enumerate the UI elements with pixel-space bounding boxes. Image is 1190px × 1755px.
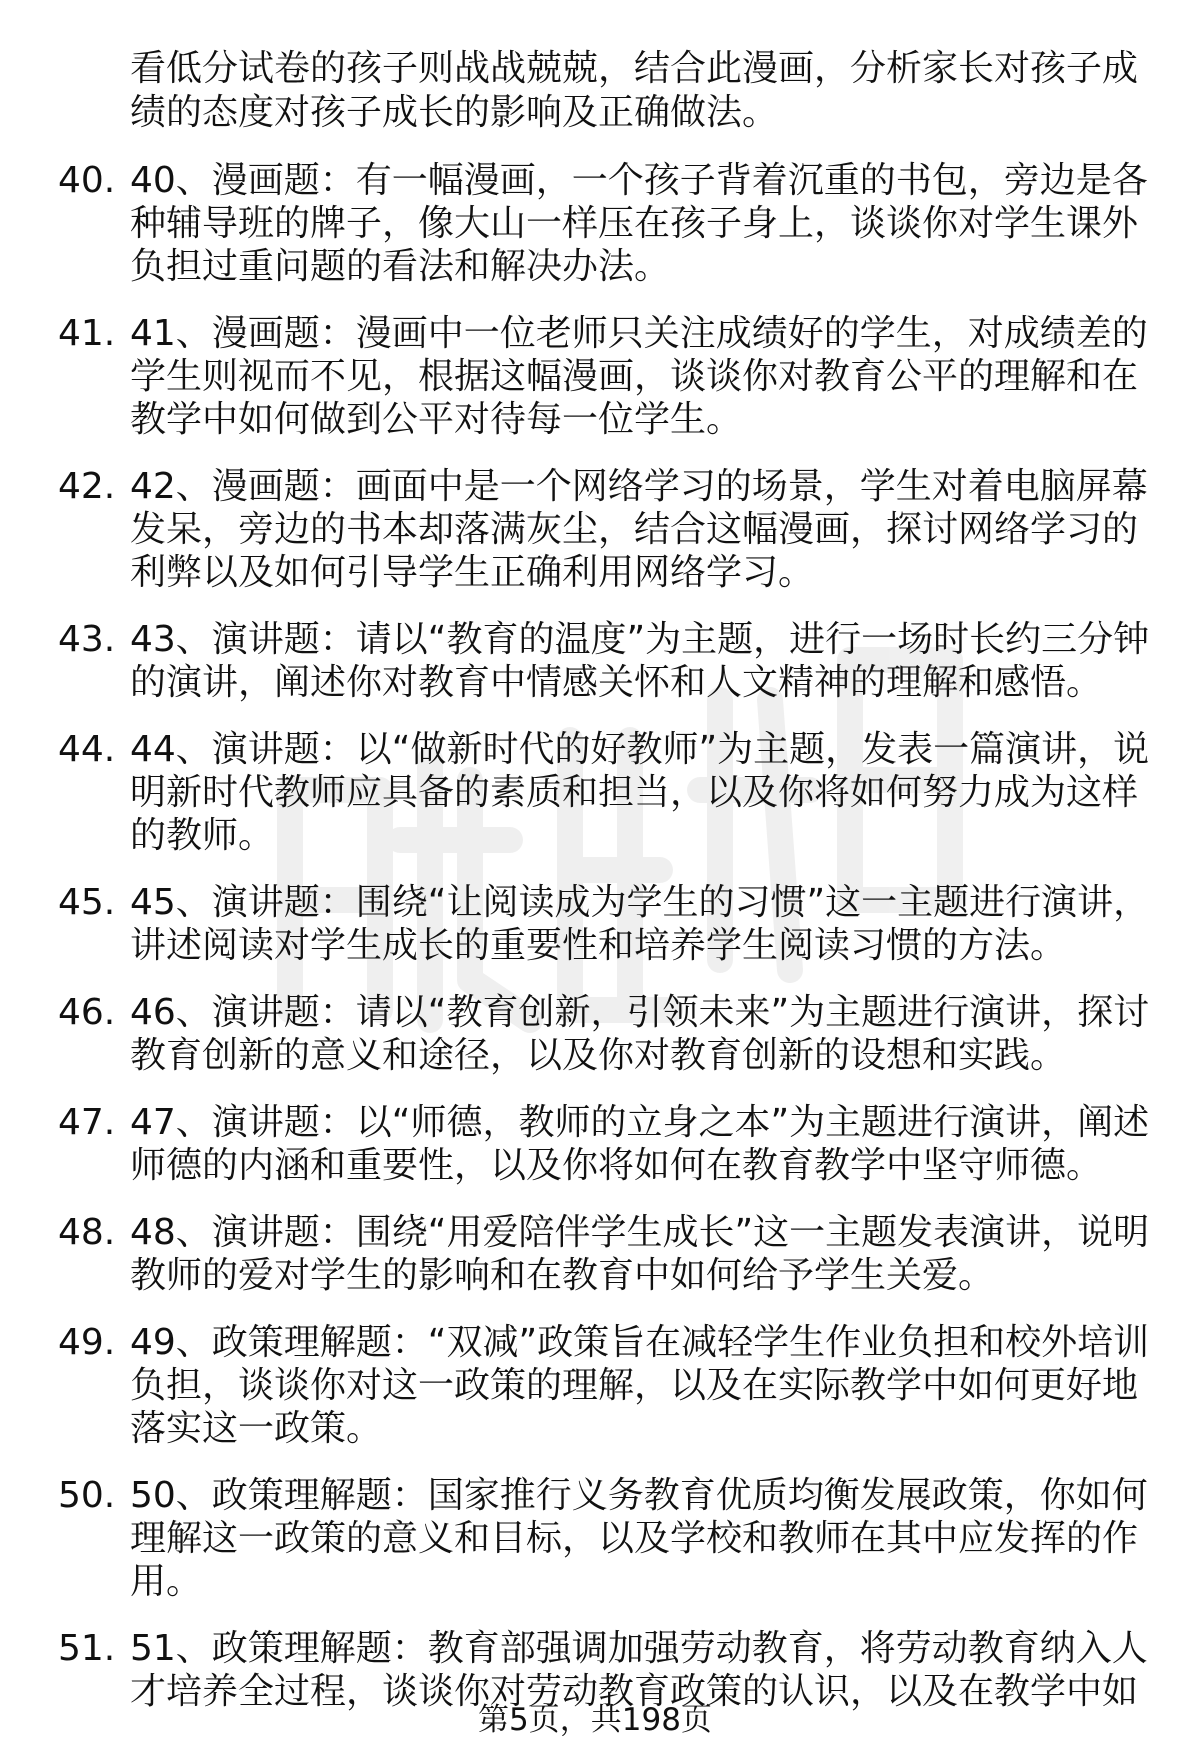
question-text: 44、演讲题：以“做新时代的好教师”为主题，发表一篇演讲，说明新时代教师应具备的素质和担当，以及你将如何努力成为这样的教师。 xyxy=(130,729,1150,856)
question-number: 44. xyxy=(58,729,116,770)
question-item xyxy=(58,728,1154,857)
question-text: 49、政策理解题：“双减”政策旨在减轻学生作业负担和校外培训负担，谈谈你对这一政策的理解，以及在实际教学中如何更好地落实这一政策。 xyxy=(130,1322,1150,1449)
question-item xyxy=(58,159,1154,288)
question-text: 40、漫画题：有一幅漫画，一个孩子背着沉重的书包，旁边是各种辅导班的牌子，像大山一样压在孩子身上，谈谈你对学生课外负担过重问题的看法和解决办法。 xyxy=(130,160,1148,287)
page-footer: 第5页，共198页 xyxy=(478,1702,712,1738)
question-number: 47. xyxy=(58,1102,116,1143)
question-item xyxy=(58,312,1154,441)
question-number: 43. xyxy=(58,619,116,660)
question-number: 51. xyxy=(58,1628,116,1669)
question-item xyxy=(58,618,1154,704)
question-item xyxy=(58,991,1154,1077)
question-item xyxy=(58,1101,1154,1187)
question-number: 45. xyxy=(58,882,116,923)
question-text: 51、政策理解题：教育部强调加强劳动教育，将劳动教育纳入人才培养全过程，谈谈你对劳动教育政策的认识，以及在教学中如 xyxy=(130,1628,1148,1712)
question-text: 43、演讲题：请以“教育的温度”为主题，进行一场时长约三分钟的演讲，阐述你对教育中情感关怀和人文精神的理解和感悟。 xyxy=(130,619,1150,703)
question-text: 42、漫画题：画面中是一个网络学习的场景，学生对着电脑屏幕发呆，旁边的书本却落满灰尘，结合这幅漫画，探讨网络学习的利弊以及如何引导学生正确利用网络学习。 xyxy=(130,466,1148,593)
question-number: 40. xyxy=(58,160,116,201)
question-number: 49. xyxy=(58,1322,116,1363)
question-item xyxy=(58,881,1154,967)
question-text: 46、演讲题：请以“教育创新，引领未来”为主题进行演讲，探讨教育创新的意义和途径，以及你对教育创新的设想和实践。 xyxy=(130,992,1150,1076)
question-item xyxy=(58,1321,1154,1450)
question-number: 50. xyxy=(58,1475,116,1516)
intro-paragraph: 看低分试卷的孩子则战战兢兢，结合此漫画，分析家长对孩子成绩的态度对孩子成长的影响及正确做法。 xyxy=(130,48,1139,133)
question-number: 46. xyxy=(58,992,116,1033)
question-item xyxy=(58,465,1154,594)
question-number: 41. xyxy=(58,313,116,354)
question-item xyxy=(58,1211,1154,1297)
question-number: 48. xyxy=(58,1212,116,1253)
question-text: 50、政策理解题：国家推行义务教育优质均衡发展政策，你如何理解这一政策的意义和目标，以及学校和教师在其中应发挥的作用。 xyxy=(130,1475,1148,1602)
question-list xyxy=(58,159,1154,1713)
question-text: 41、漫画题：漫画中一位老师只关注成绩好的学生，对成绩差的学生则视而不见，根据这幅漫画，谈谈你对教育公平的理解和在教学中如何做到公平对待每一位学生。 xyxy=(130,313,1148,440)
question-text: 45、演讲题：围绕“让阅读成为学生的习惯”这一主题进行演讲，讲述阅读对学生成长的重要性和培养学生阅读习惯的方法。 xyxy=(130,882,1150,966)
question-number: 42. xyxy=(58,466,116,507)
question-item xyxy=(58,1474,1154,1603)
question-text: 48、演讲题：围绕“用爱陪伴学生成长”这一主题发表演讲，说明教师的爱对学生的影响和在教育中如何给予学生关爱。 xyxy=(130,1212,1150,1296)
question-text: 47、演讲题：以“师德，教师的立身之本”为主题进行演讲，阐述师德的内涵和重要性，以及你将如何在教育教学中坚守师德。 xyxy=(130,1102,1150,1186)
